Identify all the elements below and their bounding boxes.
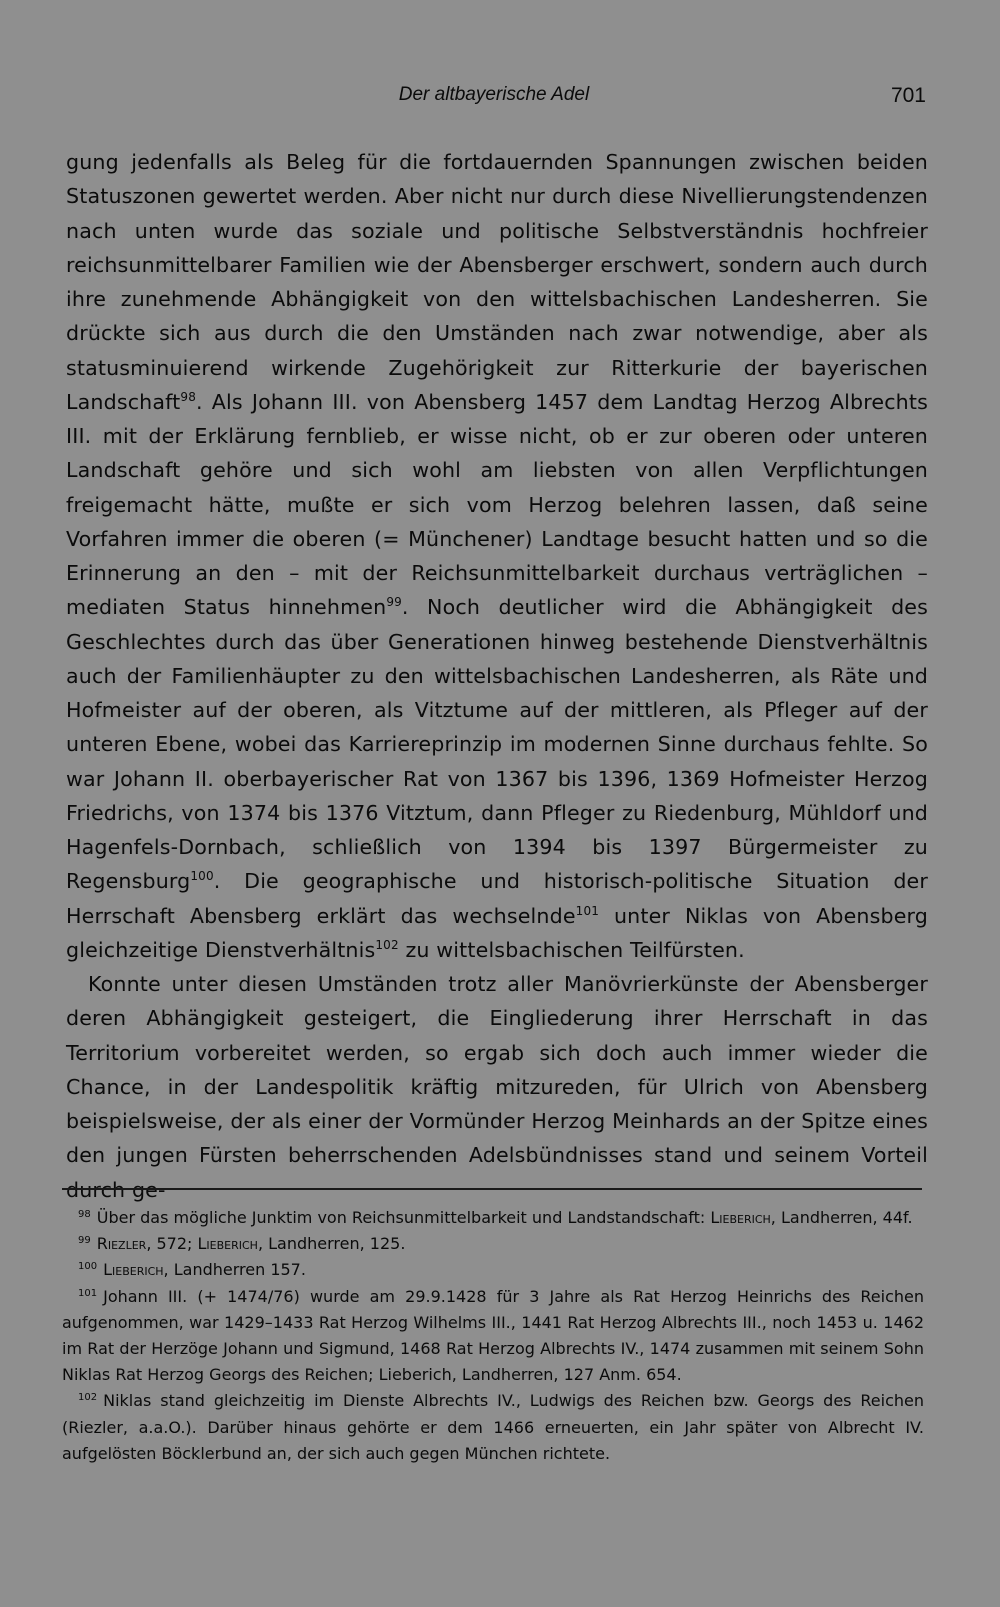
- author-name: Lieberich: [103, 1260, 164, 1280]
- footnote-number: 99: [78, 1235, 91, 1247]
- footnote-99: [62, 1231, 924, 1257]
- paragraph-1-text-2: . Als Johann III. von Abensberg 1457 dem Landtag Herzog Albrechts III. mit der Erklärung fernblieb, er wisse nicht, ob er zur oberen oder unteren Landschaft gehöre und sich wohl am liebsten von allen Verpflichtungen freigemacht hätte, mußte er sich vom Herzog belehren lassen, daß seine Vorfahren immer die oberen (= Münchener) Landtage besucht hatten und so die Erinnerung an den – mit der Reichsunmittelbarkeit durchaus verträglichen – mediaten Status hinnehmen: [66, 389, 928, 620]
- paragraph-1: [66, 145, 928, 967]
- running-head: [62, 80, 926, 112]
- footnote-text: , Landherren, 125.: [257, 1234, 406, 1254]
- page-number: 701: [890, 84, 926, 107]
- main-text: [66, 145, 928, 1207]
- paragraph-1-text-3: . Noch deutlicher wird die Abhängigkeit des Geschlechtes durch das über Generationen hinweg bestehende Dienstverhältnis auch der Familienhäupter zu den wittelsbachischen Landesherren, als Räte und Hofmeister auf der oberen, als Vitztume auf der mittleren, als Pfleger auf der unteren Ebene, wobei das Karriereprinzip im modernen Sinne durchaus fehlte. So war Johann II. oberbayerischer Rat von 1367 bis 1396, 1369 Hofmeister Herzog Friedrichs, von 1374 bis 1376 Vitztum, dann Pfleger zu Riedenburg, Mühldorf und Hagenfels-Dornbach, schließlich von 1394 bis 1397 Bürgermeister zu Regensburg: [66, 595, 928, 894]
- author-name: Riezler: [96, 1234, 147, 1254]
- footnote-ref-99: 99: [386, 595, 402, 610]
- author-name: Lieberich: [710, 1208, 771, 1227]
- footnote-number: 101: [78, 1287, 98, 1299]
- footnote-text: , Landherren, 44f.: [770, 1208, 913, 1227]
- footnote-ref-101: 101: [575, 903, 600, 918]
- footnote-ref-100: 100: [190, 869, 214, 884]
- running-title: Der altbayerische Adel: [398, 84, 590, 105]
- footnote-number: 100: [78, 1261, 98, 1273]
- footnote-text: Über das mögliche Junktim von Reichsunmittelbarkeit und Landstandschaft:: [96, 1208, 711, 1227]
- footnote-101: [62, 1284, 924, 1389]
- paragraph-1-text-6: zu wittelsbachischen Teilfürsten.: [398, 937, 745, 962]
- paragraph-2: Konnte unter diesen Umständen trotz aller Manövrierkünste der Abensberger deren Abhängigkeit gesteigert, die Eingliederung ihrer Herrschaft in das Territorium vorbereitet werden, so ergab sich doch auch immer wieder die Chance, in der Landespolitik kräftig mitzureden, für Ulrich von Abensberg beispielsweise, der als einer der Vormünder Herzog Meinhards an der Spitze eines den jungen Fürsten beherrschenden Adelsbündnisses stand und seinem Vorteil durch ge-: [66, 972, 928, 1202]
- footnote-102: [62, 1388, 924, 1467]
- footnote-text: Niklas stand gleichzeitig im Dienste Albrechts IV., Ludwigs des Reichen bzw. Georgs des Reichen (Riezler, a.a.O.). Darüber hinaus gehörte er dem 1466 erneuerten, ein Jahr später von Albrecht IV. aufgelösten Böcklerbund an, der sich auch gegen München richtete.: [62, 1391, 924, 1463]
- footnote-divider: [62, 1188, 922, 1190]
- footnote-ref-102: 102: [375, 937, 399, 952]
- footnotes: [62, 1205, 924, 1467]
- footnote-text: Johann III. (+ 1474/76) wurde am 29.9.1428 für 3 Jahre als Rat Herzog Heinrichs des Reichen aufgenommen, war 1429–1433 Rat Herzog Wilhelms III., 1441 Rat Herzog Albrechts III., noch 1453 u. 1462 im Rat der Herzöge Johann und Sigmund, 1468 Rat Herzog Albrechts IV., 1474 zusammen mit seinem Sohn Niklas Rat Herzog Georgs des Reichen; Lieberich, Landherren, 127 Anm. 654.: [62, 1286, 924, 1385]
- footnote-text: , Landherren 157.: [163, 1260, 306, 1280]
- footnote-number: 102: [78, 1392, 98, 1404]
- footnote-text: , 572;: [146, 1234, 198, 1254]
- paragraph-1-text-4: . Die geographische und historisch-politische Situation der Herrschaft Abensberg erklärt das wechselnde: [66, 869, 928, 928]
- footnote-98: [62, 1205, 924, 1231]
- footnote-number: 98: [78, 1209, 91, 1220]
- author-name: Lieberich: [197, 1234, 258, 1254]
- paragraph-1-text-5: unter Niklas von Abensberg gleichzeitige Dienstverhältnis: [66, 903, 928, 962]
- footnote-100: [62, 1257, 924, 1283]
- footnote-ref-98: 98: [180, 389, 196, 404]
- paragraph-1-text-1: gung jedenfalls als Beleg für die fortdauernden Spannungen zwischen beiden Statuszonen gewertet werden. Aber nicht nur durch diese Nivellierungstendenzen nach unten wurde das soziale und politische Selbstverständnis hochfreier reichsunmittelbarer Familien wie der Abensberger erschwert, sondern auch durch ihre zunehmende Abhängigkeit von den wittelsbachischen Landesherren. Sie drückte sich aus durch die den Umständen nach zwar notwendige, aber als statusminuierend wirkende Zugehörigkeit zur Ritterkurie der bayerischen Landschaft: [66, 150, 928, 414]
